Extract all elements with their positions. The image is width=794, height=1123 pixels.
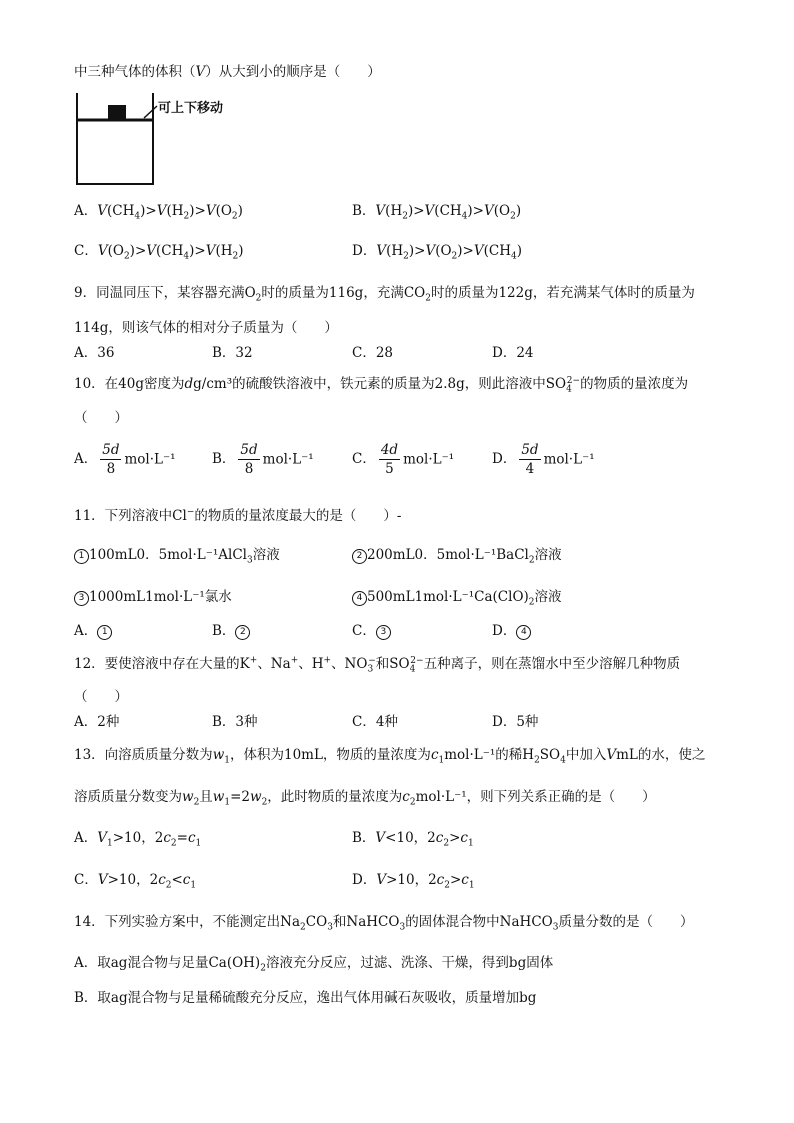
- q9-option-d: D．24: [492, 345, 534, 361]
- q11-item-2: 2 200mL0．5mol·L⁻¹BaCl$_2$溶液: [352, 545, 562, 565]
- q11-option-c: C． 3: [352, 621, 391, 641]
- q12-option-a: A．2种: [74, 714, 120, 730]
- piston-container-figure: [72, 88, 272, 188]
- q14-option-b: B．取ag混合物与足量稀硫酸充分反应，逸出气体用碱石灰吸收，质量增加bg: [74, 990, 537, 1006]
- q9-option-c: C．28: [352, 345, 394, 361]
- q8-option-c: C．$V(O_2)>V(CH_4)>V(H_2)$: [74, 243, 244, 262]
- movable-label: 可上下移动: [158, 101, 224, 116]
- q12-option-d: D．5种: [492, 714, 539, 730]
- q11-item-4: 4 $500mL1mol\cdot L^{-1}Ca(ClO)_2$溶液: [352, 587, 562, 607]
- q11-option-d: D． 4: [492, 621, 531, 641]
- q13-option-a: A．$V_1>10$，$2c_2=c_1$: [74, 830, 202, 849]
- q14-stem: 14．下列实验方案中，不能测定出$Na_2CO_3$和NaHCO$_3$的固体混合物中NaHCO$_3$质量分数的是（ ）: [74, 914, 694, 933]
- q12-stem-line1: 12．要使溶液中存在大量的K+、Na+、H+、$NO_3^-$和$SO_4^{2-}$五种离子，则在蒸馏水中至少溶解几种物质: [74, 655, 681, 675]
- q13-option-b: B．V<10，$2c_2>c_1$: [352, 830, 474, 849]
- q10-stem-line2: （ ）: [74, 410, 128, 426]
- q10-option-a: A． $\frac{5d}{8}$ mol·L⁻¹: [74, 442, 176, 477]
- q11-item-1: 1 100mL0．5mol·L⁻¹AlCl$_3$溶液: [74, 545, 280, 565]
- q10-option-b: B． $\frac{5d}{8}$ mol·L⁻¹: [212, 442, 314, 477]
- q13-stem-line1: 13．向溶质质量分数为$w_1$，体积为10mL，物质的量浓度为$c_1mol\cdot L^{-1}$的稀$H_2SO_4$中加入VmL的水，使之: [74, 747, 706, 766]
- q10-option-d: D． $\frac{5d}{4}$ mol·L⁻¹: [492, 442, 595, 477]
- q11-item-3: 3 1000mL1mol·L⁻¹氯水: [74, 587, 232, 607]
- q9-stem-line2: 114g，则该气体的相对分子质量为（ ）: [74, 320, 338, 336]
- q13-option-d: D．V>10，$2c_2>c_1$: [352, 872, 475, 891]
- q9-option-a: A．36: [74, 345, 115, 361]
- q13-stem-line2: 溶质质量分数变为$w_2$且$w_1=2w_2$，此时物质的量浓度为$c_2mol\cdot L^{-1}$，则下列关系正确的是（ ）: [74, 789, 656, 808]
- q9-stem-line1: 9．同温同压下，某容器充满$O_2$时的质量为116g，充满$CO_2$时的质量为122g，若充满某气体时的质量为: [74, 285, 695, 304]
- q10-option-c: C． $\frac{4d}{5}$ mol·L⁻¹: [352, 442, 455, 477]
- q12-stem-line2: （ ）: [74, 689, 128, 705]
- q12-option-b: B．3种: [212, 714, 258, 730]
- q8-option-a: A．$V(CH_4)>V(H_2)>V(O_2)$: [74, 203, 243, 222]
- q8-stem: 中三种气体的体积（V）从大到小的顺序是（ ）: [74, 64, 381, 80]
- q11-option-b: B． 2: [212, 621, 250, 641]
- q8-option-d: D．$V(H_2)>V(O_2)>V(CH_4)$: [352, 243, 523, 262]
- q14-option-a: A．取ag混合物与足量$Ca(OH)_2$溶液充分反应，过滤、洗涤、干燥，得到bg固体: [74, 955, 554, 974]
- q11-option-a: A． 1: [74, 621, 112, 641]
- q10-stem-line1: 10．在40g密度为dg/cm³的硫酸铁溶液中，铁元素的质量为2.8g，则此溶液中$SO_4^{2-}$的物质的量浓度为: [74, 375, 689, 395]
- q8-option-b: B．$V(H_2)>V(CH_4)>V(O_2)$: [352, 203, 522, 222]
- q13-option-c: C．V>10，$2c_2<c_1$: [74, 872, 197, 891]
- q12-option-c: C．4种: [352, 714, 398, 730]
- q11-stem: 11．下列溶液中Cl−的物质的量浓度最大的是（ ）-: [74, 507, 402, 524]
- q9-option-b: B．32: [212, 345, 253, 361]
